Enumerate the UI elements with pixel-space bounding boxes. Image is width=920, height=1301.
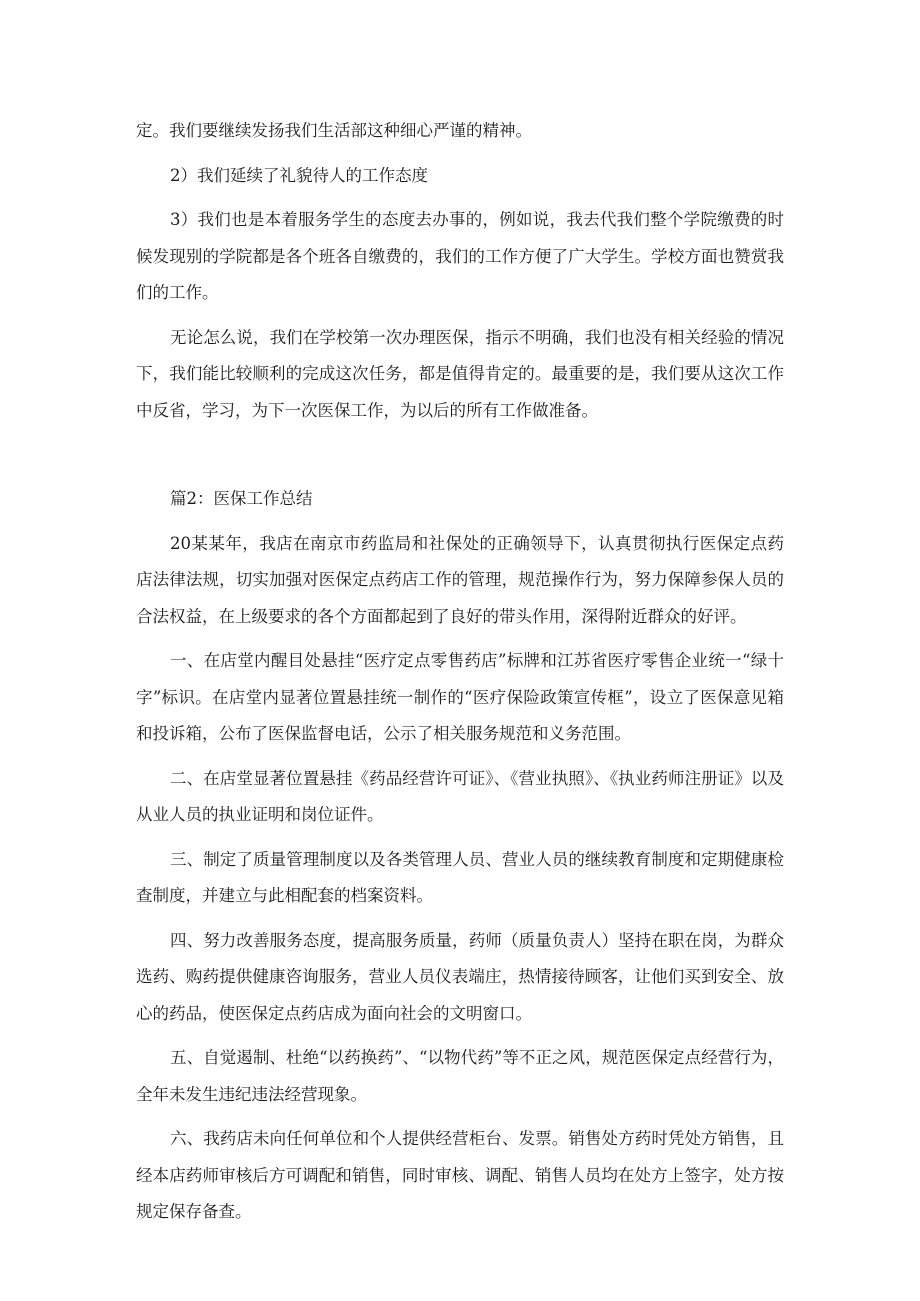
paragraph-point-5: 五、自觉遏制、杜绝“以药换药”、“以物代药”等不正之风，规范医保定点经营行为，全年未发生违纪违法经营现象。 [136, 1048, 784, 1104]
paragraph-point-1: 一、在店堂内醒目处悬挂“医疗定点零售药店”标牌和江苏省医疗零售企业统一“绿十字”标识。在店堂内显著位置悬挂统一制作的“医疗保险政策宣传框”，设立了医保意见箱和投诉箱，公布了医保监督电话，公示了相关服务规范和义务范围。 [136, 651, 784, 743]
paragraph-continuation: 定。我们要继续发扬我们生活部这种细心严谨的精神。 [136, 121, 532, 140]
section-heading: 篇2：医保工作总结 [170, 489, 313, 508]
paragraph-point-4: 四、努力改善服务态度，提高服务质量，药师（质量负责人）坚持在职在岗，为群众选药、购药提供健康咨询服务，营业人员仪表端庄，热情接待顾客，让他们买到安全、放心的药品，使医保定点药店成为面向社会的文明窗口。 [136, 930, 784, 1023]
document-body [136, 113, 784, 1239]
paragraph-intro: 20某某年，我店在南京市药监局和社保处的正确领导下，认真贯彻执行医保定点药店法律法规，切实加强对医保定点药店工作的管理，规范操作行为，努力保障参保人员的合法权益，在上级要求的各个方面都起到了良好的带头作用，深得附近群众的好评。 [136, 533, 784, 626]
paragraph-conclusion: 无论怎么说，我们在学校第一次办理医保，指示不明确，我们也没有相关经验的情况下，我们能比较顺利的完成这次任务，都是值得肯定的。最重要的是，我们要从这次工作中反省，学习，为下一次医保工作，为以后的所有工作做准备。 [136, 327, 784, 420]
paragraph-item-2: 2）我们延续了礼貌待人的工作态度 [170, 165, 428, 185]
paragraph-point-6: 六、我药店未向任何单位和个人提供经营柜台、发票。销售处方药时凭处方销售，且经本店药师审核后方可调配和销售，同时审核、调配、销售人员均在处方上签字，处方按规定保存备查。 [136, 1129, 784, 1221]
paragraph-item-3: 3）我们也是本着服务学生的态度去办事的，例如说，我去代我们整个学院缴费的时候发现别的学院都是各个班各自缴费的，我们的工作方便了广大学生。学校方面也赞赏我们的工作。 [136, 210, 784, 302]
paragraph-point-3: 三、制定了质量管理制度以及各类管理人员、营业人员的继续教育制度和定期健康检查制度，并建立与此相配套的档案资料。 [136, 849, 784, 905]
section-gap [136, 437, 784, 481]
paragraph-point-2: 二、在店堂显著位置悬挂《药品经营许可证》、《营业执照》、《执业药师注册证》以及从业人员的执业证明和岗位证件。 [136, 768, 784, 824]
